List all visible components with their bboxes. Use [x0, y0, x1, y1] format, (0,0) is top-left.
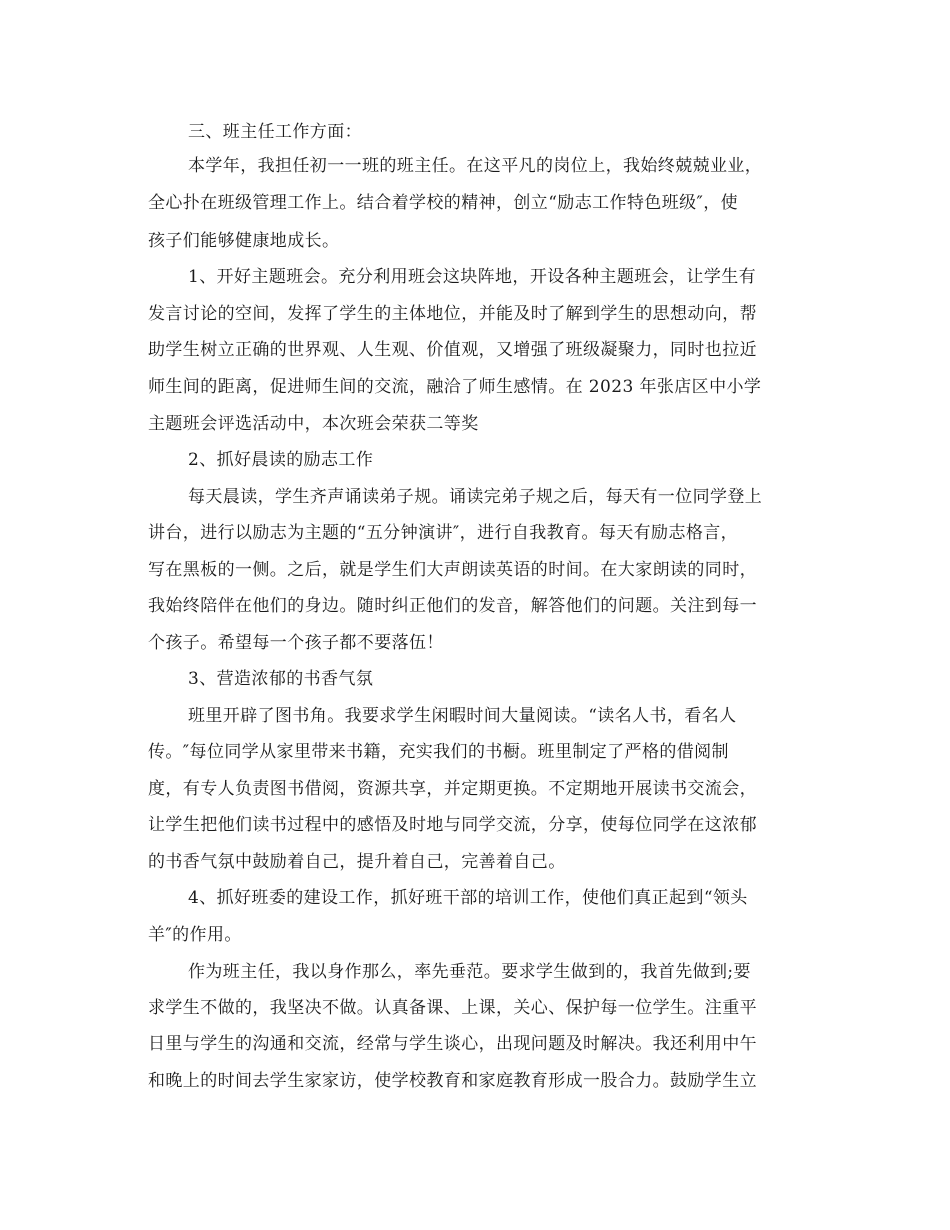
- paragraph-line: 班里开辟了图书角。我要求学生闲暇时间大量阅读。“读名人书，看名人: [188, 706, 737, 726]
- paragraph-line: 发言讨论的空间，发挥了学生的主体地位，并能及时了解到学生的思想动向，帮: [148, 304, 757, 324]
- paragraph-line: 求学生不做的，我坚决不做。认真备课、上课，关心、保护每一位学生。注重平: [148, 998, 757, 1018]
- list-item-heading: 2、抓好晨读的励志工作: [188, 450, 374, 470]
- paragraph-line: 孩子们能够健康地成长。: [148, 231, 340, 251]
- paragraph-line: 讲台，进行以励志为主题的“五分钟演讲″，进行自我教育。每天有励志格言，: [148, 523, 739, 543]
- list-item-heading: 1、开好主题班会。充分利用班会这块阵地，开设各种主题班会，让学生有: [188, 267, 757, 287]
- section-heading: 三、班主任工作方面：: [188, 122, 362, 142]
- paragraph-line: 日里与学生的沟通和交流，经常与学生谈心，出现问题及时解决。我还利用中午: [148, 1034, 757, 1054]
- paragraph-line: 每天晨读，学生齐声诵读弟子规。诵读完弟子规之后，每天有一位同学登上: [188, 487, 763, 507]
- paragraph-line: 我始终陪伴在他们的身边。随时纠正他们的发音，解答他们的问题。关注到每一: [148, 596, 757, 616]
- paragraph-line: 度，有专人负责图书借阅，资源共享，并定期更换。不定期地开展读书交流会，: [148, 779, 757, 799]
- list-item-heading: 3、营造浓郁的书香气氛: [188, 669, 374, 689]
- paragraph-line: 传。″每位同学从家里带来书籍，充实我们的书橱。班里制定了严格的借阅制: [148, 742, 729, 762]
- paragraph-line: 让学生把他们读书过程中的感悟及时地与同学交流，分享，使每位同学在这浓郁: [148, 815, 757, 835]
- paragraph-line: 师生间的距离，促进师生间的交流，融洽了师生感情。在 2023 年张店区中小学: [148, 377, 762, 397]
- paragraph-line: 写在黑板的一侧。之后，就是学生们大声朗读英语的时间。在大家朗读的同时，: [148, 560, 757, 580]
- list-item-heading: 4、抓好班委的建设工作，抓好班干部的培训工作，使他们真正起到“领头: [188, 888, 748, 908]
- paragraph-line: 个孩子。希望每一个孩子都不要落伍！: [148, 633, 444, 653]
- paragraph-line: 羊″的作用。: [148, 925, 242, 945]
- paragraph-line: 和晚上的时间去学生家家访，使学校教育和家庭教育形成一股合力。鼓励学生立: [148, 1071, 757, 1091]
- paragraph-line: 主题班会评选活动中，本次班会荣获二等奖: [148, 414, 479, 434]
- paragraph-line: 本学年，我担任初一一班的班主任。在这平凡的岗位上，我始终兢兢业业，: [188, 156, 763, 176]
- paragraph-line: 助学生树立正确的世界观、人生观、价值观，又增强了班级凝聚力，同时也拉近: [148, 340, 757, 360]
- paragraph-line: 作为班主任，我以身作那么，率先垂范。要求学生做到的，我首先做到;要: [188, 962, 751, 982]
- paragraph-line: 全心扑在班级管理工作上。结合着学校的精神，创立“励志工作特色班级″，使: [148, 193, 739, 213]
- paragraph-line: 的书香气氛中鼓励着自己，提升着自己，完善着自己。: [148, 852, 566, 872]
